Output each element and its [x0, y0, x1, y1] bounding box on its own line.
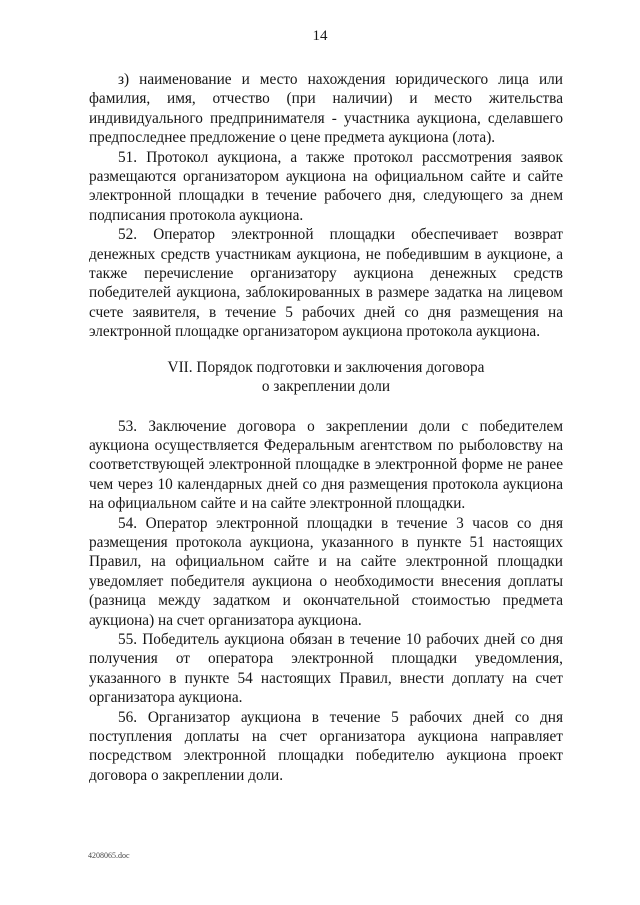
- section-heading-line-1: VII. Порядок подготовки и заключения договора: [167, 358, 485, 376]
- paragraph-56: 56. Организатор аукциона в течение 5 рабочих дней со дня поступления доплаты на счет организатора аукциона направляет посредством электронной площадки победителю аукциона проект договора о закреплении доли.: [89, 708, 563, 784]
- paragraph-53: 53. Заключение договора о закреплении доли с победителем аукциона осуществляется Федеральным агентством по рыболовству на соответствующей электронной площадке в электронной форме не ранее чем через 10 календарных дней со дня размещения протокола аукциона на официальном сайте и на сайте электронной площадки.: [89, 417, 563, 513]
- page-number: 14: [312, 28, 328, 44]
- document-body: [89, 70, 563, 785]
- paragraph-52: 52. Оператор электронной площадки обеспечивает возврат денежных средств участникам аукциона, не победившим в аукционе, а также перечисление организатору аукциона денежных средств победителей аукциона, заблокированных в размере задатка на лицевом счете заявителя, в течение 5 рабочих дней со дня размещения на электронной площадке организатором аукциона протокола аукциона.: [89, 226, 563, 341]
- paragraph-51: 51. Протокол аукциона, а также протокол рассмотрения заявок размещаются организатором аукциона на официальном сайте и сайте электронной площадки в течение рабочего дня, следующего за днем подписания протокола аукциона.: [89, 148, 563, 224]
- section-heading: [89, 358, 563, 397]
- document-file-code: 4208065.doc: [88, 851, 130, 860]
- section-heading-line-2: о закреплении доли: [261, 378, 391, 396]
- paragraph-55: 55. Победитель аукциона обязан в течение 10 рабочих дней со дня получения от оператора электронной площадки уведомления, указанного в пункте 54 настоящих Правил, внести доплату на счет организатора аукциона.: [89, 630, 563, 707]
- paragraph-54: 54. Оператор электронной площадки в течение 3 часов со дня размещения протокола аукциона, указанного в пункте 51 настоящих Правил, на официальном сайте и на сайте электронной площадки уведомляет победителя аукциона о необходимости внесения доплаты (разница между задатком и окончательной стоимостью предмета аукциона) на счет организатора аукциона.: [89, 514, 563, 629]
- paragraph-item-z: з) наименование и место нахождения юридического лица или фамилия, имя, отчество (при наличии) и место жительства индивидуального предпринимателя - участника аукциона, сделавшего предпоследнее предложение о цене предмета аукциона (лота).: [89, 71, 563, 147]
